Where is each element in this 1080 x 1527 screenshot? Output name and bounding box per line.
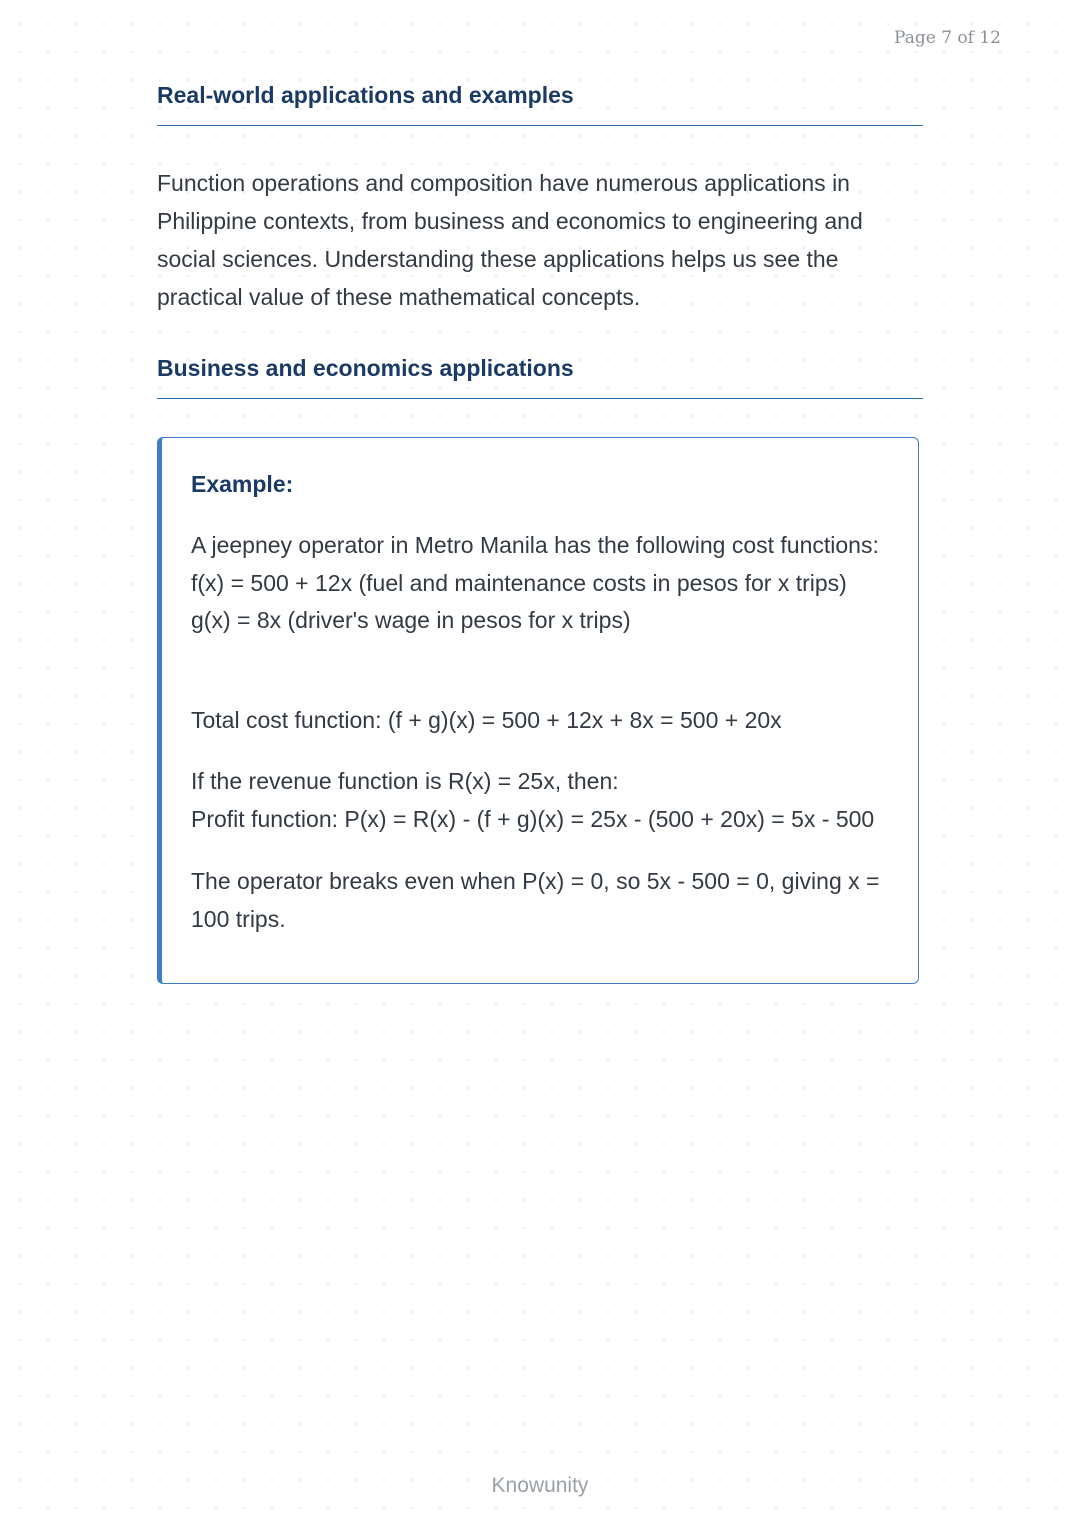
function-g-definition: g(x) = 8x (driver's wage in pesos for x trips) [191,607,631,633]
footer-brand: Knowunity [491,1474,589,1497]
break-even-text [191,863,891,938]
example-text-line: A jeepney operator in Metro Manila has the following cost functions: [191,532,879,558]
example-text-line: Total cost function: (f + g)(x) = 500 + 12x + 8x = 500 + 20x [191,707,782,733]
example-text-line: The operator breaks even when P(x) = 0, so 5x - 500 = 0, giving x = 100 trips. [191,868,880,932]
section-heading: Real-world applications and examples [157,82,923,126]
revenue-function: If the revenue function is R(x) = 25x, then: [191,768,619,794]
profit-function-line: Profit function: P(x) = R(x) - (f + g)(x) = 25x - (500 + 20x) = 5x - 500 [191,805,875,832]
profit-function [191,763,891,838]
subsection-heading: Business and economics applications [157,355,923,399]
example-box [157,437,919,984]
intro-paragraph: Function operations and composition have numerous applications in Philippine contexts, from business and economics to engineering and social sciences. Understanding these applications helps us see the practical value of these mathematical concepts. [157,170,863,310]
total-cost-function [191,702,891,740]
page-number: Page 7 of 12 [894,28,1001,48]
example-cost-functions [191,527,891,640]
example-title: Example: [191,471,294,497]
function-f-definition: f(x) = 500 + 12x (fuel and maintenance costs in pesos for x trips) [191,569,847,596]
